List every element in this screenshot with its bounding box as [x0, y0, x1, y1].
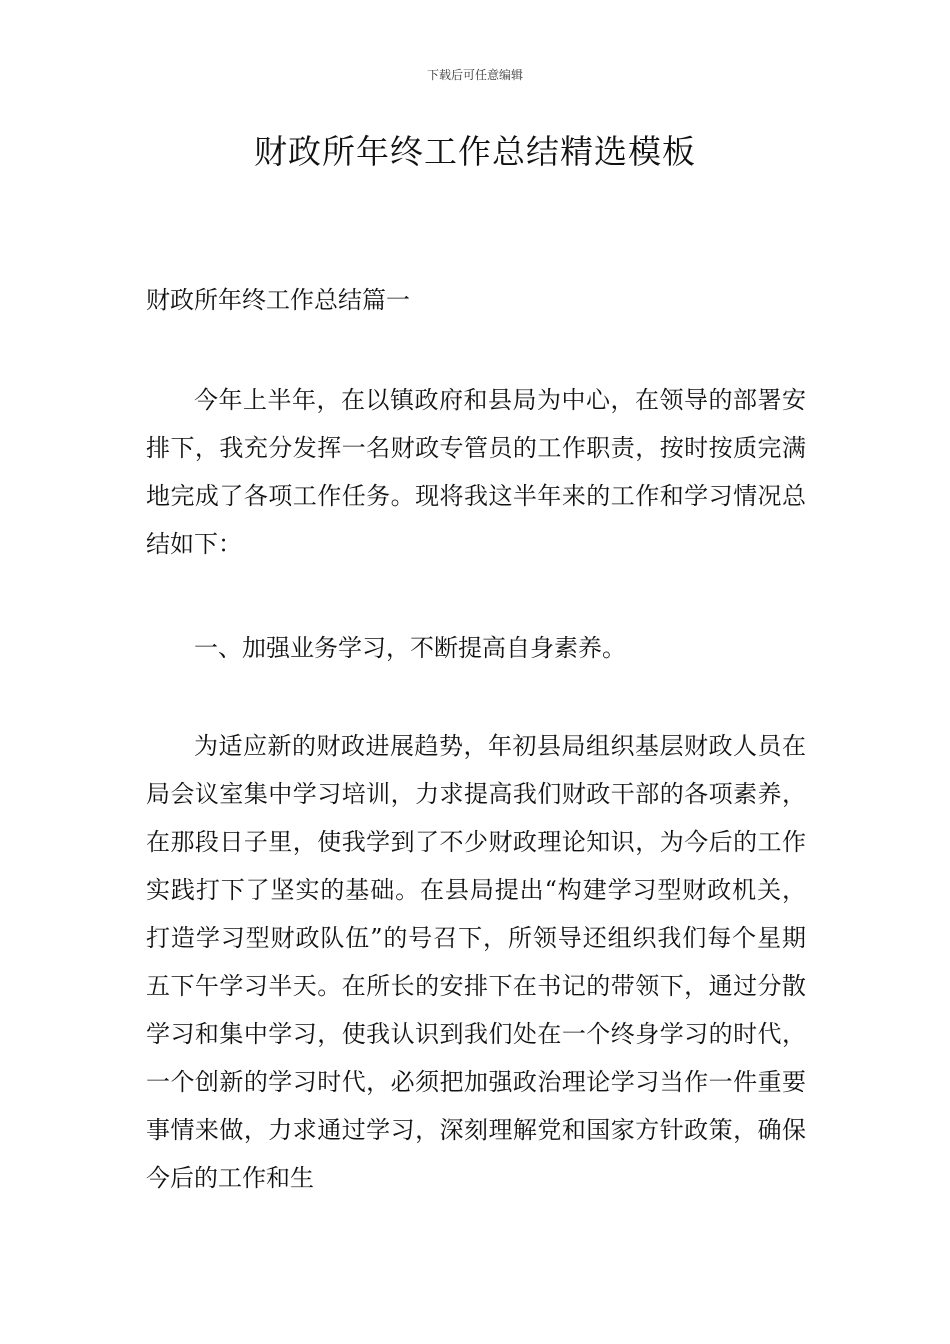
subheading-1: 一、加强业务学习，不断提高自身素养。: [194, 634, 626, 662]
section-title: 财政所年终工作总结篇一: [146, 286, 410, 314]
paragraph-intro: 今年上半年，在以镇政府和县局为中心，在领导的部署安排下，我充分发挥一名财政专管员的工作职责，按时按质完满地完成了各项工作任务。现将我这半年来的工作和学习情况总结如下：: [146, 386, 806, 558]
document-title: 财政所年终工作总结精选模板: [254, 132, 696, 171]
header-note: 下载后可任意编辑: [426, 68, 523, 82]
paragraph-study: 为适应新的财政进展趋势，年初县局组织基层财政人员在局会议室集中学习培训，力求提高我们财政干部的各项素养，在那段日子里，使我学到了不少财政理论知识，为今后的工作实践打下了坚实的基础。在县局提出“构建学习型财政机关，打造学习型财政队伍”的号召下，所领导还组织我们每个星期五下午学习半天。在所长的安排下在书记的带领下，通过分散学习和集中学习，使我认识到我们处在一个终身学习的时代，一个创新的学习时代，必须把加强政治理论学习当作一件重要事情来做，力求通过学习，深刻理解党和国家方针政策，确保今后的工作和生: [146, 732, 806, 1192]
